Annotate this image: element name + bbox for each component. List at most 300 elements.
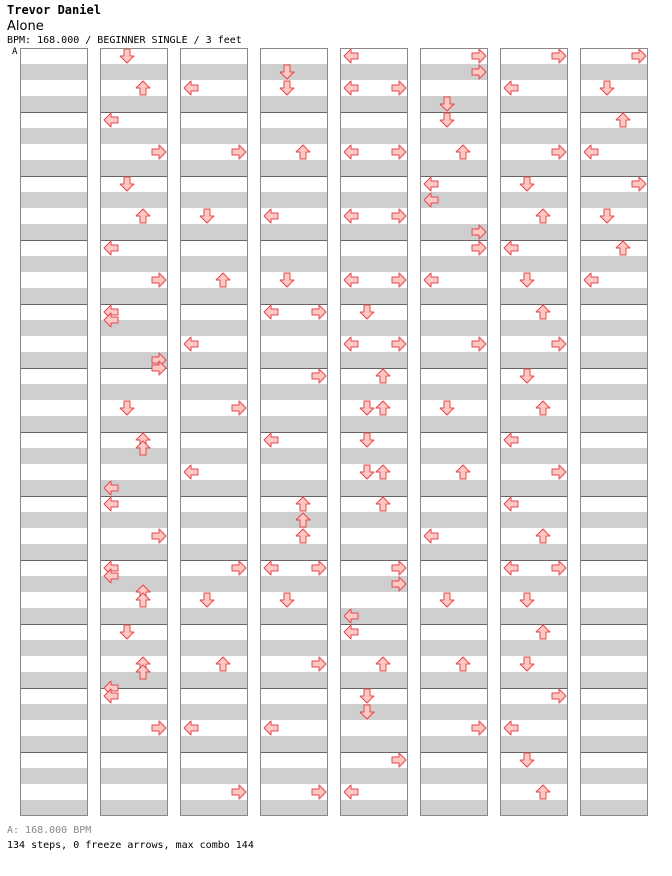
down-arrow-icon	[279, 592, 295, 608]
beat-stripe	[21, 352, 87, 368]
beat-stripe	[421, 800, 487, 816]
step-summary: 134 steps, 0 freeze arrows, max combo 144	[7, 840, 254, 851]
down-arrow-icon	[599, 80, 615, 96]
up-arrow-icon	[375, 496, 391, 512]
beat-stripe	[21, 544, 87, 560]
beat-stripe	[501, 64, 567, 80]
right-arrow-icon	[231, 784, 247, 800]
beat-stripe	[21, 800, 87, 816]
beat-stripe	[261, 704, 327, 720]
up-arrow-icon	[455, 144, 471, 160]
beat-stripe	[581, 224, 647, 240]
up-arrow-icon	[535, 624, 551, 640]
left-arrow-icon	[263, 560, 279, 576]
measure-line	[501, 304, 567, 305]
left-arrow-icon	[183, 80, 199, 96]
measure-line	[261, 240, 327, 241]
beat-stripe	[581, 512, 647, 528]
beat-stripe	[261, 384, 327, 400]
beat-stripe	[341, 96, 407, 112]
beat-stripe	[421, 320, 487, 336]
measure-line	[341, 176, 407, 177]
right-arrow-icon	[151, 720, 167, 736]
up-arrow-icon	[215, 272, 231, 288]
up-arrow-icon	[535, 528, 551, 544]
measure-line	[261, 624, 327, 625]
beat-stripe	[501, 640, 567, 656]
beat-stripe	[501, 192, 567, 208]
beat-stripe	[421, 736, 487, 752]
beat-stripe	[581, 448, 647, 464]
beat-stripe	[181, 736, 247, 752]
beat-stripe	[501, 256, 567, 272]
right-arrow-icon	[391, 752, 407, 768]
beat-stripe	[21, 512, 87, 528]
beat-stripe	[261, 736, 327, 752]
up-arrow-icon	[455, 464, 471, 480]
left-arrow-icon	[343, 624, 359, 640]
up-arrow-icon	[295, 496, 311, 512]
down-arrow-icon	[359, 464, 375, 480]
measure-line	[261, 688, 327, 689]
beat-stripe	[261, 672, 327, 688]
measure-line	[261, 752, 327, 753]
down-arrow-icon	[439, 592, 455, 608]
down-arrow-icon	[359, 432, 375, 448]
beat-stripe	[341, 768, 407, 784]
down-arrow-icon	[119, 48, 135, 64]
down-arrow-icon	[119, 624, 135, 640]
measure-line	[341, 368, 407, 369]
beat-stripe	[181, 448, 247, 464]
right-arrow-icon	[151, 144, 167, 160]
measure-line	[181, 176, 247, 177]
beat-stripe	[421, 768, 487, 784]
left-arrow-icon	[263, 208, 279, 224]
left-arrow-icon	[343, 80, 359, 96]
right-arrow-icon	[311, 784, 327, 800]
beat-stripe	[101, 256, 167, 272]
beat-stripe	[501, 544, 567, 560]
up-arrow-icon	[375, 656, 391, 672]
up-arrow-icon	[455, 656, 471, 672]
beat-stripe	[101, 704, 167, 720]
beat-stripe	[341, 416, 407, 432]
beat-stripe	[101, 128, 167, 144]
beat-stripe	[21, 384, 87, 400]
beat-stripe	[341, 544, 407, 560]
beat-stripe	[181, 384, 247, 400]
beat-stripe	[341, 448, 407, 464]
beat-stripe	[501, 416, 567, 432]
beat-stripe	[581, 96, 647, 112]
down-arrow-icon	[199, 208, 215, 224]
right-arrow-icon	[551, 688, 567, 704]
beat-stripe	[341, 288, 407, 304]
beat-stripe	[421, 416, 487, 432]
measure-line	[581, 304, 647, 305]
beat-stripe	[501, 480, 567, 496]
down-arrow-icon	[439, 112, 455, 128]
left-arrow-icon	[103, 496, 119, 512]
left-arrow-icon	[583, 272, 599, 288]
beat-stripe	[501, 128, 567, 144]
beat-stripe	[341, 640, 407, 656]
beat-stripe	[101, 544, 167, 560]
beat-stripe	[261, 768, 327, 784]
beat-stripe	[261, 544, 327, 560]
beat-stripe	[421, 608, 487, 624]
right-arrow-icon	[471, 64, 487, 80]
beat-stripe	[421, 256, 487, 272]
up-arrow-icon	[135, 208, 151, 224]
beat-stripe	[421, 288, 487, 304]
up-arrow-icon	[535, 784, 551, 800]
chart-column	[100, 48, 168, 816]
beat-stripe	[261, 256, 327, 272]
right-arrow-icon	[471, 720, 487, 736]
beat-stripe	[181, 608, 247, 624]
left-arrow-icon	[503, 560, 519, 576]
measure-line	[421, 432, 487, 433]
beat-stripe	[101, 736, 167, 752]
measure-line	[421, 624, 487, 625]
right-arrow-icon	[551, 336, 567, 352]
measure-line	[581, 624, 647, 625]
up-arrow-icon	[375, 368, 391, 384]
measure-line	[21, 560, 87, 561]
chart-info: BPM: 168.000 / BEGINNER SINGLE / 3 feet	[7, 35, 242, 46]
beat-stripe	[501, 736, 567, 752]
beat-stripe	[501, 608, 567, 624]
beat-stripe	[341, 480, 407, 496]
beat-stripe	[181, 192, 247, 208]
up-arrow-icon	[135, 440, 151, 456]
measure-line	[181, 368, 247, 369]
measure-line	[181, 304, 247, 305]
up-arrow-icon	[135, 80, 151, 96]
beat-stripe	[501, 672, 567, 688]
right-arrow-icon	[311, 656, 327, 672]
beat-stripe	[581, 480, 647, 496]
right-arrow-icon	[231, 560, 247, 576]
beat-stripe	[101, 64, 167, 80]
down-arrow-icon	[359, 304, 375, 320]
up-arrow-icon	[375, 400, 391, 416]
right-arrow-icon	[471, 240, 487, 256]
beat-stripe	[21, 128, 87, 144]
beat-stripe	[501, 576, 567, 592]
beat-stripe	[501, 800, 567, 816]
right-arrow-icon	[151, 272, 167, 288]
up-arrow-icon	[615, 112, 631, 128]
bpm-note: A: 168.000 BPM	[7, 825, 92, 836]
right-arrow-icon	[311, 368, 327, 384]
beat-stripe	[581, 320, 647, 336]
right-arrow-icon	[391, 80, 407, 96]
beat-stripe	[501, 704, 567, 720]
beat-stripe	[101, 192, 167, 208]
beat-stripe	[101, 288, 167, 304]
up-arrow-icon	[535, 304, 551, 320]
measure-line	[21, 432, 87, 433]
beat-stripe	[341, 224, 407, 240]
right-arrow-icon	[151, 528, 167, 544]
beat-stripe	[581, 192, 647, 208]
measure-line	[181, 112, 247, 113]
right-arrow-icon	[231, 144, 247, 160]
song-title: Alone	[7, 19, 44, 34]
beat-stripe	[21, 288, 87, 304]
beat-stripe	[341, 512, 407, 528]
beat-stripe	[421, 352, 487, 368]
beat-stripe	[101, 384, 167, 400]
measure-line	[421, 304, 487, 305]
left-arrow-icon	[423, 272, 439, 288]
measure-line	[421, 496, 487, 497]
chart-column	[20, 48, 88, 816]
left-arrow-icon	[343, 336, 359, 352]
beat-stripe	[581, 608, 647, 624]
beat-stripe	[261, 96, 327, 112]
measure-line	[421, 560, 487, 561]
down-arrow-icon	[359, 688, 375, 704]
beat-stripe	[21, 416, 87, 432]
left-arrow-icon	[183, 464, 199, 480]
right-arrow-icon	[391, 336, 407, 352]
right-arrow-icon	[471, 224, 487, 240]
beat-stripe	[341, 352, 407, 368]
beat-stripe	[261, 128, 327, 144]
left-arrow-icon	[263, 432, 279, 448]
beat-stripe	[181, 160, 247, 176]
beat-stripe	[581, 576, 647, 592]
beat-stripe	[101, 416, 167, 432]
beat-stripe	[181, 128, 247, 144]
beat-stripe	[261, 512, 327, 528]
beat-stripe	[501, 96, 567, 112]
beat-stripe	[421, 672, 487, 688]
beat-stripe	[501, 288, 567, 304]
left-arrow-icon	[103, 688, 119, 704]
left-arrow-icon	[343, 48, 359, 64]
measure-line	[181, 688, 247, 689]
measure-line	[261, 496, 327, 497]
measure-line	[581, 496, 647, 497]
measure-line	[21, 112, 87, 113]
beat-stripe	[181, 800, 247, 816]
measure-line	[581, 752, 647, 753]
beat-stripe	[181, 768, 247, 784]
beat-stripe	[581, 640, 647, 656]
beat-stripe	[341, 256, 407, 272]
beat-stripe	[501, 224, 567, 240]
beat-stripe	[341, 192, 407, 208]
beat-stripe	[21, 224, 87, 240]
up-arrow-icon	[535, 208, 551, 224]
beat-stripe	[261, 416, 327, 432]
down-arrow-icon	[119, 400, 135, 416]
beat-stripe	[501, 352, 567, 368]
left-arrow-icon	[423, 528, 439, 544]
up-arrow-icon	[135, 664, 151, 680]
left-arrow-icon	[503, 240, 519, 256]
chart-column	[500, 48, 568, 816]
measure-line	[501, 624, 567, 625]
beat-stripe	[261, 352, 327, 368]
measure-line	[101, 432, 167, 433]
down-arrow-icon	[519, 752, 535, 768]
beat-stripe	[181, 576, 247, 592]
down-arrow-icon	[519, 176, 535, 192]
beat-stripe	[581, 704, 647, 720]
beat-stripe	[581, 736, 647, 752]
down-arrow-icon	[519, 368, 535, 384]
beat-stripe	[21, 448, 87, 464]
measure-line	[181, 432, 247, 433]
beat-stripe	[581, 416, 647, 432]
beat-stripe	[21, 480, 87, 496]
measure-line	[21, 496, 87, 497]
down-arrow-icon	[359, 400, 375, 416]
beat-stripe	[261, 320, 327, 336]
beat-stripe	[21, 672, 87, 688]
beat-stripe	[181, 544, 247, 560]
measure-line	[581, 560, 647, 561]
chart-column	[580, 48, 648, 816]
left-arrow-icon	[343, 208, 359, 224]
beat-stripe	[421, 576, 487, 592]
down-arrow-icon	[199, 592, 215, 608]
beat-stripe	[261, 160, 327, 176]
left-arrow-icon	[103, 112, 119, 128]
beat-stripe	[101, 96, 167, 112]
beat-stripe	[181, 224, 247, 240]
beat-stripe	[581, 800, 647, 816]
beat-stripe	[261, 640, 327, 656]
beat-stripe	[261, 480, 327, 496]
right-arrow-icon	[311, 560, 327, 576]
beat-stripe	[181, 96, 247, 112]
beat-stripe	[581, 64, 647, 80]
beat-stripe	[101, 448, 167, 464]
beat-stripe	[21, 608, 87, 624]
beat-stripe	[341, 64, 407, 80]
beat-stripe	[181, 64, 247, 80]
measure-line	[21, 176, 87, 177]
right-arrow-icon	[391, 208, 407, 224]
left-arrow-icon	[343, 784, 359, 800]
down-arrow-icon	[359, 704, 375, 720]
measure-line	[181, 752, 247, 753]
beat-stripe	[21, 640, 87, 656]
beat-stripe	[421, 640, 487, 656]
beat-stripe	[421, 128, 487, 144]
left-arrow-icon	[503, 496, 519, 512]
beat-stripe	[341, 320, 407, 336]
left-arrow-icon	[263, 304, 279, 320]
beat-stripe	[101, 640, 167, 656]
beat-stripe	[581, 288, 647, 304]
beat-stripe	[181, 256, 247, 272]
left-arrow-icon	[343, 608, 359, 624]
beat-stripe	[581, 160, 647, 176]
down-arrow-icon	[439, 400, 455, 416]
beat-stripe	[21, 768, 87, 784]
up-arrow-icon	[295, 528, 311, 544]
measure-line	[341, 240, 407, 241]
beat-stripe	[101, 608, 167, 624]
beat-stripe	[581, 384, 647, 400]
beat-stripe	[261, 800, 327, 816]
beat-stripe	[341, 800, 407, 816]
chart-column	[180, 48, 248, 816]
measure-line	[261, 176, 327, 177]
beat-stripe	[101, 160, 167, 176]
beat-stripe	[581, 256, 647, 272]
down-arrow-icon	[439, 96, 455, 112]
beat-stripe	[341, 160, 407, 176]
right-arrow-icon	[151, 360, 167, 376]
beat-stripe	[341, 736, 407, 752]
beat-stripe	[261, 448, 327, 464]
beat-stripe	[181, 288, 247, 304]
measure-line	[581, 368, 647, 369]
beat-stripe	[501, 384, 567, 400]
measure-line	[181, 624, 247, 625]
left-arrow-icon	[343, 272, 359, 288]
right-arrow-icon	[391, 560, 407, 576]
beat-stripe	[181, 640, 247, 656]
down-arrow-icon	[519, 272, 535, 288]
down-arrow-icon	[279, 272, 295, 288]
measure-line	[21, 368, 87, 369]
right-arrow-icon	[551, 464, 567, 480]
beat-stripe	[341, 128, 407, 144]
right-arrow-icon	[631, 176, 647, 192]
measure-line	[421, 688, 487, 689]
beat-stripe	[581, 128, 647, 144]
right-arrow-icon	[551, 48, 567, 64]
down-arrow-icon	[599, 208, 615, 224]
beat-stripe	[21, 96, 87, 112]
right-arrow-icon	[391, 144, 407, 160]
beat-stripe	[181, 672, 247, 688]
measure-line	[581, 240, 647, 241]
measure-line	[101, 752, 167, 753]
up-arrow-icon	[295, 144, 311, 160]
up-arrow-icon	[615, 240, 631, 256]
beat-stripe	[421, 448, 487, 464]
beat-stripe	[181, 704, 247, 720]
left-arrow-icon	[103, 312, 119, 328]
down-arrow-icon	[119, 176, 135, 192]
bpm-marker-label: A	[12, 47, 18, 57]
right-arrow-icon	[231, 400, 247, 416]
beat-stripe	[501, 512, 567, 528]
right-arrow-icon	[471, 48, 487, 64]
beat-stripe	[261, 576, 327, 592]
beat-stripe	[341, 672, 407, 688]
beat-stripe	[181, 512, 247, 528]
up-arrow-icon	[135, 592, 151, 608]
down-arrow-icon	[279, 80, 295, 96]
left-arrow-icon	[423, 192, 439, 208]
beat-stripe	[21, 736, 87, 752]
left-arrow-icon	[103, 480, 119, 496]
beat-stripe	[181, 320, 247, 336]
measure-line	[341, 496, 407, 497]
